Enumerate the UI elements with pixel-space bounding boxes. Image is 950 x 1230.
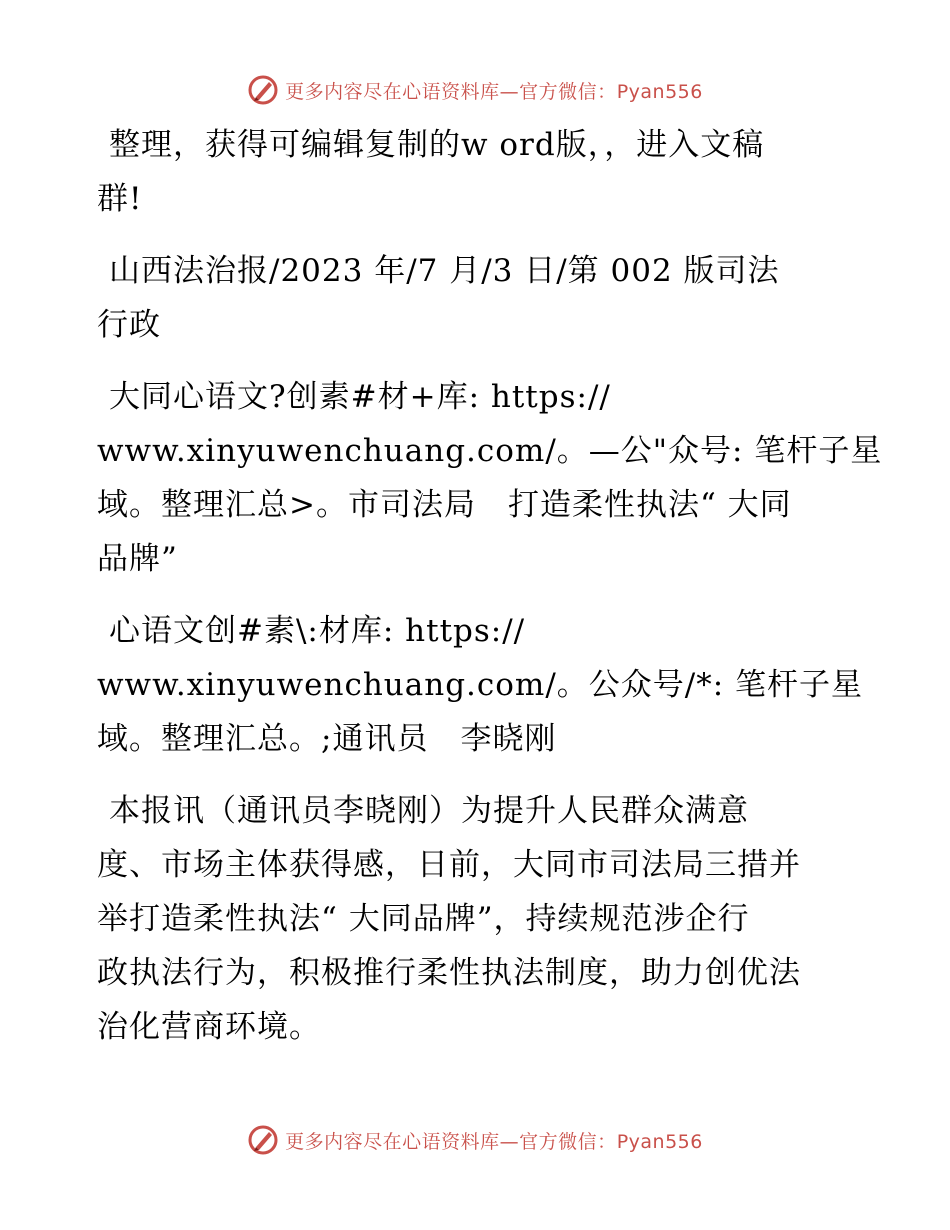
text-line: www.xinyuwenchuang.com/。—公"众号: 笔杆子星 <box>97 433 883 469</box>
text-line: 域。整理汇总>。市司法局 打造柔性执法“ 大同 <box>97 487 792 523</box>
paragraph-source <box>97 244 857 352</box>
text-line: 域。整理汇总。;通讯员 李晓刚 <box>97 721 557 757</box>
text-line: 举打造柔性执法“ 大同品牌”，持续规范涉企行 <box>97 901 750 937</box>
banner-title: 更多内容尽在心语资料库 <box>285 80 500 103</box>
banner-separator: — <box>499 1130 520 1153</box>
banner-separator: — <box>499 80 520 103</box>
text-line: 心语文创#素\:材库: https:// <box>109 613 526 649</box>
banner-wechat-id: Pyan556 <box>616 80 703 103</box>
banner-wechat-id: Pyan556 <box>616 1130 703 1153</box>
text-line: 整理，获得可编辑复制的w ord版，，进入文稿 <box>109 127 765 163</box>
text-line: 政执法行为，积极推行柔性执法制度，助力创优法 <box>97 955 801 991</box>
text-line: 度、市场主体获得感，日前，大同市司法局三措并 <box>97 847 801 883</box>
text-line: 大同心语文?创素#材+库: https:// <box>109 379 611 415</box>
banner-wechat-label: 官方微信： <box>519 1130 617 1153</box>
banner-title: 更多内容尽在心语资料库 <box>285 1130 500 1153</box>
paragraph-byline <box>97 604 864 766</box>
text-line: 群! <box>97 181 143 217</box>
footer-watermark-banner <box>0 1120 950 1160</box>
pen-logo-icon <box>247 74 279 106</box>
header-banner-text <box>285 77 703 104</box>
text-line: 治化营商环境。 <box>97 1009 321 1045</box>
text-line: 行政 <box>97 307 161 343</box>
document-body <box>97 118 883 1072</box>
pen-logo-icon <box>247 1124 279 1156</box>
text-line: 品牌” <box>97 541 178 577</box>
paragraph-headline <box>97 370 883 586</box>
footer-banner-text <box>285 1127 703 1154</box>
text-line: www.xinyuwenchuang.com/。公众号/*: 笔杆子星 <box>97 667 864 703</box>
header-watermark-banner <box>0 70 950 110</box>
text-line: 山西法治报/2023 年/7 月/3 日/第 002 版司法 <box>109 253 780 289</box>
banner-wechat-label: 官方微信： <box>519 80 617 103</box>
paragraph-intro <box>97 118 857 226</box>
paragraph-body <box>97 784 857 1054</box>
text-line: 本报讯（通讯员李晓刚）为提升人民群众满意 <box>109 793 749 829</box>
